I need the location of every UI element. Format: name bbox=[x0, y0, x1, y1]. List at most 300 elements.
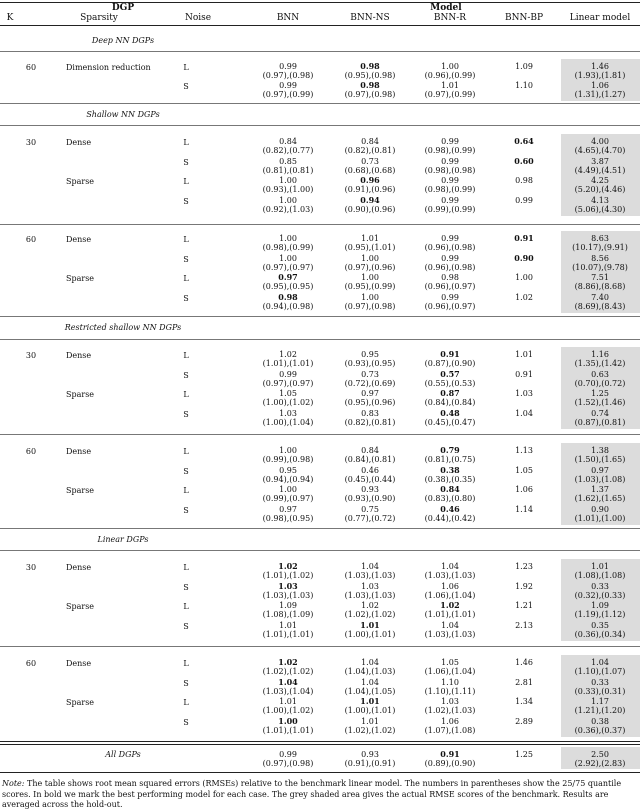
noise-label: L bbox=[183, 486, 189, 495]
bnn-value: 1.01 bbox=[279, 620, 297, 630]
ns-value: 1.00 bbox=[361, 253, 379, 263]
linear-quantiles: (0.36),(0.37) bbox=[574, 725, 626, 735]
ns-quantiles: (0.91),(0.96) bbox=[344, 185, 396, 194]
sparsity-label: Dense bbox=[66, 235, 92, 244]
header-rule bbox=[0, 25, 640, 26]
linear-value: 0.74 bbox=[591, 408, 609, 418]
bnn-value: 1.03 bbox=[279, 408, 297, 418]
bp-value: 1.09 bbox=[515, 62, 533, 71]
group-rule bbox=[0, 434, 640, 435]
linear-quantiles: (8.69),(8.43) bbox=[574, 301, 626, 311]
ns-quantiles: (0.77),(0.72) bbox=[344, 513, 396, 523]
sparsity-label: Dimension reduction bbox=[66, 63, 151, 72]
bnn-quantiles: (0.93),(1.00) bbox=[262, 185, 314, 194]
noise-label: S bbox=[183, 505, 189, 515]
noise-label: L bbox=[183, 63, 189, 72]
ns-value: 0.98 bbox=[360, 61, 380, 71]
r-value: 1.10 bbox=[441, 677, 459, 687]
linear-value: 0.97 bbox=[591, 465, 609, 475]
r-value: 0.91 bbox=[440, 349, 460, 359]
linear-value: 4.13 bbox=[591, 195, 609, 205]
ns-value: 0.96 bbox=[360, 175, 380, 185]
column-header: BNN-BP bbox=[504, 13, 544, 23]
group-rule bbox=[0, 528, 640, 529]
linear-value: 3.87 bbox=[591, 156, 609, 166]
k-value: 30 bbox=[25, 138, 37, 147]
bp-value: 1.34 bbox=[515, 697, 533, 706]
section-title: Linear DGPs bbox=[97, 535, 149, 544]
linear-value: 1.38 bbox=[591, 446, 609, 455]
linear-quantiles: (1.62),(1.65) bbox=[574, 494, 626, 503]
bp-value: 2.13 bbox=[515, 620, 533, 630]
ns-value: 0.93 bbox=[361, 485, 379, 494]
r-quantiles: (0.96),(0.97) bbox=[424, 282, 476, 291]
ns-value: 0.94 bbox=[360, 194, 380, 205]
ns-quantiles: (1.04),(1.05) bbox=[344, 686, 396, 696]
bnn-quantiles: (0.99),(0.97) bbox=[262, 494, 314, 503]
linear-value: 8.63 bbox=[591, 234, 609, 243]
r-value: 0.99 bbox=[441, 292, 459, 302]
ns-quantiles: (1.03),(1.03) bbox=[344, 571, 396, 580]
bnn-value: 0.84 bbox=[279, 137, 297, 146]
linear-quantiles: (1.21),(1.20) bbox=[574, 706, 626, 715]
noise-label: L bbox=[183, 602, 189, 611]
ns-quantiles: (0.97),(0.96) bbox=[344, 262, 396, 272]
linear-quantiles: (5.06),(4.30) bbox=[574, 204, 626, 214]
k-value: 60 bbox=[25, 659, 37, 668]
r-value: 0.57 bbox=[440, 368, 460, 379]
column-header: BNN-NS bbox=[350, 13, 390, 23]
noise-label: L bbox=[183, 235, 189, 244]
bnn-value: 1.02 bbox=[278, 561, 298, 571]
ns-quantiles: (0.82),(0.81) bbox=[344, 417, 396, 427]
bnn-value: 0.97 bbox=[278, 272, 298, 282]
linear-value: 1.16 bbox=[591, 350, 609, 359]
ns-quantiles: (1.00),(1.01) bbox=[344, 706, 396, 715]
sparsity-label: Sparse bbox=[66, 486, 95, 495]
linear-value: 2.50 bbox=[591, 750, 609, 759]
section-rule bbox=[0, 339, 640, 340]
bnn-value: 1.00 bbox=[279, 176, 297, 185]
ns-value: 1.01 bbox=[361, 716, 379, 726]
ns-value: 0.84 bbox=[361, 446, 379, 455]
bnn-value: 0.85 bbox=[279, 156, 297, 166]
bnn-quantiles: (1.01),(1.01) bbox=[262, 629, 314, 639]
bp-value: 0.91 bbox=[515, 369, 533, 379]
k-value: 60 bbox=[25, 235, 37, 244]
bp-value: 1.04 bbox=[515, 408, 533, 418]
ns-value: 1.01 bbox=[361, 234, 379, 243]
r-value: 0.38 bbox=[440, 464, 460, 475]
r-quantiles: (0.96),(0.99) bbox=[424, 71, 476, 80]
noise-label: L bbox=[183, 563, 189, 572]
ns-quantiles: (1.00),(1.01) bbox=[344, 629, 396, 639]
noise-label: S bbox=[183, 717, 189, 727]
linear-quantiles: (1.01),(1.00) bbox=[574, 513, 626, 523]
bnn-quantiles: (1.02),(1.02) bbox=[262, 667, 314, 676]
ns-quantiles: (0.84),(0.81) bbox=[344, 455, 396, 464]
r-value: 0.91 bbox=[440, 749, 460, 759]
linear-quantiles: (1.31),(1.27) bbox=[574, 90, 626, 99]
bnn-quantiles: (1.01),(1.01) bbox=[262, 359, 314, 368]
column-header: Linear model bbox=[569, 13, 631, 23]
section-rule bbox=[0, 51, 640, 52]
top-rule bbox=[0, 2, 640, 3]
bnn-value: 0.98 bbox=[278, 291, 298, 302]
bnn-value: 1.00 bbox=[279, 253, 297, 263]
ns-value: 1.04 bbox=[361, 658, 379, 667]
r-value: 0.79 bbox=[440, 445, 460, 455]
linear-value: 1.06 bbox=[591, 81, 609, 90]
bp-value: 0.64 bbox=[514, 136, 534, 146]
bnn-value: 1.03 bbox=[278, 580, 298, 591]
bp-value: 0.91 bbox=[514, 233, 534, 243]
bnn-value: 1.04 bbox=[278, 676, 298, 687]
ns-value: 1.02 bbox=[361, 601, 379, 610]
noise-label: S bbox=[183, 678, 189, 688]
r-quantiles: (0.96),(0.98) bbox=[424, 262, 476, 272]
r-quantiles: (0.81),(0.75) bbox=[424, 455, 476, 464]
bnn-quantiles: (1.00),(1.02) bbox=[262, 398, 314, 407]
bp-value: 0.98 bbox=[515, 176, 533, 185]
r-value: 0.99 bbox=[441, 137, 459, 146]
r-value: 0.99 bbox=[441, 195, 459, 205]
r-quantiles: (1.02),(1.03) bbox=[424, 706, 476, 715]
r-value: 0.87 bbox=[440, 388, 460, 398]
column-header: Sparsity bbox=[80, 13, 118, 23]
bnn-quantiles: (1.00),(1.02) bbox=[262, 706, 314, 715]
note-label: Note: bbox=[2, 779, 25, 788]
linear-quantiles: (0.87),(0.81) bbox=[574, 417, 626, 427]
noise-label: S bbox=[183, 254, 189, 264]
group-rule bbox=[0, 103, 640, 104]
bnn-value: 0.95 bbox=[279, 465, 297, 475]
r-quantiles: (0.89),(0.90) bbox=[424, 759, 476, 768]
bnn-quantiles: (1.03),(1.03) bbox=[262, 590, 314, 600]
bp-value: 1.13 bbox=[515, 446, 533, 455]
note-text: The table shows root mean squared errors (RMSEs) relative to the benchmark linear model. The numbers in parentheses show the 25/75 quantile scores. In bold we mark the best performing model for each case. The grey shaded area gives the actual RMSE scores of the benchmark. Results are averaged across the hold-out. bbox=[2, 779, 622, 809]
ns-quantiles: (1.04),(1.03) bbox=[344, 667, 396, 676]
bnn-quantiles: (1.00),(1.04) bbox=[262, 417, 314, 427]
r-value: 1.02 bbox=[440, 600, 460, 610]
ns-quantiles: (0.82),(0.81) bbox=[344, 146, 396, 155]
bnn-quantiles: (0.98),(0.95) bbox=[262, 513, 314, 523]
bnn-value: 1.09 bbox=[279, 601, 297, 610]
sparsity-label: Sparse bbox=[66, 177, 95, 186]
r-value: 0.84 bbox=[440, 484, 460, 494]
section-title: Restricted shallow NN DGPs bbox=[64, 323, 182, 332]
linear-value: 1.17 bbox=[591, 697, 609, 706]
bnn-value: 1.02 bbox=[278, 657, 298, 667]
ns-quantiles: (0.72),(0.69) bbox=[344, 378, 396, 388]
sparsity-label: Dense bbox=[66, 447, 92, 456]
linear-value: 7.51 bbox=[591, 273, 609, 282]
r-quantiles: (0.87),(0.90) bbox=[424, 359, 476, 368]
linear-value: 4.00 bbox=[591, 137, 609, 146]
linear-quantiles: (1.93),(1.81) bbox=[574, 71, 626, 80]
sparsity-label: Sparse bbox=[66, 274, 95, 283]
ns-value: 1.03 bbox=[361, 581, 379, 591]
ns-value: 1.04 bbox=[361, 562, 379, 571]
sparsity-label: Dense bbox=[66, 351, 92, 360]
ns-quantiles: (0.93),(0.95) bbox=[344, 359, 396, 368]
ns-value: 0.73 bbox=[361, 156, 379, 166]
ns-quantiles: (0.68),(0.68) bbox=[344, 165, 396, 175]
noise-label: S bbox=[183, 196, 189, 206]
bnn-value: 0.99 bbox=[279, 81, 297, 90]
noise-label: S bbox=[183, 466, 189, 476]
noise-label: S bbox=[183, 409, 189, 419]
linear-value: 1.46 bbox=[591, 62, 609, 71]
ns-value: 0.95 bbox=[361, 350, 379, 359]
linear-value: 8.56 bbox=[591, 253, 609, 263]
column-header: K bbox=[6, 13, 14, 23]
linear-quantiles: (0.70),(0.72) bbox=[574, 378, 626, 388]
linear-quantiles: (4.65),(4.70) bbox=[574, 146, 626, 155]
linear-quantiles: (1.10),(1.07) bbox=[574, 667, 626, 676]
noise-label: L bbox=[183, 177, 189, 186]
bp-value: 1.01 bbox=[515, 350, 533, 359]
noise-label: L bbox=[183, 447, 189, 456]
bnn-value: 0.97 bbox=[279, 504, 297, 514]
noise-label: S bbox=[183, 82, 189, 91]
ns-quantiles: (0.45),(0.44) bbox=[344, 474, 396, 484]
linear-quantiles: (1.52),(1.46) bbox=[574, 398, 626, 407]
linear-value: 4.25 bbox=[591, 176, 609, 185]
r-value: 0.46 bbox=[440, 503, 460, 514]
linear-quantiles: (4.49),(4.51) bbox=[574, 165, 626, 175]
section-rule bbox=[0, 125, 640, 126]
noise-label: L bbox=[183, 274, 189, 283]
bp-value: 0.60 bbox=[514, 155, 534, 166]
header-dgp: DGP bbox=[111, 3, 135, 13]
r-quantiles: (0.83),(0.80) bbox=[424, 494, 476, 503]
linear-quantiles: (0.32),(0.33) bbox=[574, 590, 626, 600]
ns-quantiles: (1.03),(1.03) bbox=[344, 590, 396, 600]
section-rule bbox=[0, 550, 640, 551]
bnn-quantiles: (0.95),(0.95) bbox=[262, 282, 314, 291]
r-value: 1.06 bbox=[441, 716, 459, 726]
bnn-quantiles: (1.03),(1.04) bbox=[262, 686, 314, 696]
noise-label: S bbox=[183, 370, 189, 380]
noise-label: L bbox=[183, 138, 189, 147]
group-rule bbox=[0, 224, 640, 225]
r-value: 1.01 bbox=[441, 81, 459, 90]
sparsity-label: Dense bbox=[66, 659, 92, 668]
sparsity-label: Sparse bbox=[66, 602, 95, 611]
r-quantiles: (1.06),(1.04) bbox=[424, 590, 476, 600]
r-quantiles: (0.96),(0.98) bbox=[424, 243, 476, 252]
section-title: Shallow NN DGPs bbox=[86, 110, 160, 119]
r-quantiles: (0.99),(0.99) bbox=[424, 204, 476, 214]
bnn-quantiles: (0.92),(1.03) bbox=[262, 204, 314, 214]
group-rule bbox=[0, 316, 640, 317]
bnn-value: 0.99 bbox=[279, 62, 297, 71]
linear-quantiles: (5.20),(4.46) bbox=[574, 185, 626, 194]
noise-label: L bbox=[183, 659, 189, 668]
r-quantiles: (0.97),(0.99) bbox=[424, 90, 476, 99]
bp-value: 1.21 bbox=[515, 601, 533, 610]
bnn-quantiles: (0.97),(0.97) bbox=[262, 262, 314, 272]
r-quantiles: (0.44),(0.42) bbox=[424, 513, 476, 523]
linear-value: 0.90 bbox=[591, 504, 609, 514]
r-quantiles: (1.03),(1.03) bbox=[424, 629, 476, 639]
k-value: 30 bbox=[25, 351, 37, 360]
ns-value: 1.00 bbox=[361, 273, 379, 282]
ns-quantiles: (0.95),(1.01) bbox=[344, 243, 396, 252]
noise-label: S bbox=[183, 582, 189, 592]
bnn-value: 1.05 bbox=[279, 389, 297, 398]
column-header: BNN-R bbox=[433, 13, 467, 23]
r-value: 1.04 bbox=[441, 562, 459, 571]
bp-value: 2.81 bbox=[515, 677, 533, 687]
linear-value: 0.63 bbox=[591, 369, 609, 379]
linear-quantiles: (1.19),(1.12) bbox=[574, 610, 626, 619]
bnn-value: 0.99 bbox=[279, 369, 297, 379]
linear-value: 0.38 bbox=[591, 716, 609, 726]
ns-value: 1.01 bbox=[360, 619, 380, 630]
linear-value: 1.37 bbox=[591, 485, 609, 494]
k-value: 30 bbox=[25, 563, 37, 572]
bnn-quantiles: (0.94),(0.98) bbox=[262, 301, 314, 311]
r-quantiles: (1.03),(1.03) bbox=[424, 571, 476, 580]
ns-value: 0.73 bbox=[361, 369, 379, 379]
ns-value: 0.97 bbox=[361, 389, 379, 398]
r-value: 1.05 bbox=[441, 658, 459, 667]
group-rule bbox=[0, 646, 640, 647]
all-dgps-label: All DGPs bbox=[105, 750, 141, 759]
section-title: Deep NN DGPs bbox=[91, 36, 155, 45]
bnn-quantiles: (0.98),(0.99) bbox=[262, 243, 314, 252]
linear-quantiles: (1.08),(1.08) bbox=[574, 571, 626, 580]
ns-quantiles: (0.95),(0.99) bbox=[344, 282, 396, 291]
header-model: Model bbox=[430, 3, 462, 13]
bp-value: 1.14 bbox=[515, 504, 533, 514]
ns-value: 1.01 bbox=[360, 696, 380, 706]
bnn-quantiles: (0.94),(0.94) bbox=[262, 474, 314, 484]
ns-quantiles: (0.95),(0.96) bbox=[344, 398, 396, 407]
bp-value: 1.23 bbox=[515, 562, 533, 571]
bp-value: 1.92 bbox=[515, 581, 533, 591]
bp-value: 1.00 bbox=[515, 273, 533, 282]
sparsity-label: Sparse bbox=[66, 390, 95, 399]
linear-quantiles: (1.03),(1.08) bbox=[574, 474, 626, 484]
r-value: 1.03 bbox=[441, 697, 459, 706]
ns-quantiles: (0.93),(0.90) bbox=[344, 494, 396, 503]
r-value: 0.98 bbox=[441, 273, 459, 282]
bnn-quantiles: (1.08),(1.09) bbox=[262, 610, 314, 619]
r-quantiles: (1.10),(1.11) bbox=[424, 686, 476, 696]
column-header: BNN bbox=[276, 13, 300, 23]
ns-quantiles: (0.90),(0.96) bbox=[344, 204, 396, 214]
sparsity-label: Dense bbox=[66, 138, 92, 147]
sparsity-label: Sparse bbox=[66, 698, 95, 707]
bp-value: 1.46 bbox=[515, 658, 533, 667]
r-quantiles: (0.38),(0.35) bbox=[424, 474, 476, 484]
r-value: 0.99 bbox=[441, 176, 459, 185]
noise-label: S bbox=[183, 293, 189, 303]
k-value: 60 bbox=[25, 447, 37, 456]
bnn-value: 1.00 bbox=[279, 485, 297, 494]
ns-value: 0.93 bbox=[361, 750, 379, 759]
linear-quantiles: (0.36),(0.34) bbox=[574, 629, 626, 639]
bnn-value: 1.00 bbox=[279, 446, 297, 455]
bp-value: 0.99 bbox=[515, 195, 533, 205]
linear-value: 0.33 bbox=[591, 677, 609, 687]
r-value: 0.48 bbox=[440, 407, 460, 418]
linear-value: 0.33 bbox=[591, 581, 609, 591]
linear-value: 1.25 bbox=[591, 389, 609, 398]
table-note bbox=[2, 779, 638, 811]
ns-quantiles: (1.02),(1.02) bbox=[344, 725, 396, 735]
ns-value: 0.75 bbox=[361, 504, 379, 514]
bnn-quantiles: (0.97),(0.98) bbox=[262, 71, 314, 80]
noise-label: L bbox=[183, 351, 189, 360]
bp-value: 1.03 bbox=[515, 389, 533, 398]
r-value: 1.04 bbox=[441, 620, 459, 630]
bnn-quantiles: (0.82),(0.77) bbox=[262, 146, 314, 155]
linear-quantiles: (2.92),(2.83) bbox=[574, 759, 626, 768]
bp-value: 1.10 bbox=[515, 81, 533, 90]
linear-value: 1.01 bbox=[591, 562, 609, 571]
r-value: 1.00 bbox=[441, 62, 459, 71]
bnn-value: 0.99 bbox=[279, 750, 297, 759]
bp-value: 1.06 bbox=[515, 485, 533, 494]
ns-value: 0.46 bbox=[361, 465, 379, 475]
bp-value: 1.02 bbox=[515, 292, 533, 302]
noise-label: L bbox=[183, 390, 189, 399]
r-quantiles: (0.55),(0.53) bbox=[424, 378, 476, 388]
linear-quantiles: (1.50),(1.65) bbox=[574, 455, 626, 464]
linear-quantiles: (10.07),(9.78) bbox=[572, 262, 628, 272]
noise-label: S bbox=[183, 621, 189, 631]
bottom-rule bbox=[0, 772, 640, 773]
bnn-quantiles: (1.01),(1.01) bbox=[262, 725, 314, 735]
r-quantiles: (1.07),(1.08) bbox=[424, 725, 476, 735]
ns-quantiles: (0.95),(0.98) bbox=[344, 71, 396, 80]
group-rule bbox=[0, 741, 640, 742]
k-value: 60 bbox=[25, 63, 37, 72]
ns-value: 0.98 bbox=[360, 80, 380, 90]
bnn-quantiles: (0.97),(0.99) bbox=[262, 90, 314, 99]
bp-value: 1.05 bbox=[515, 465, 533, 475]
linear-quantiles: (0.33),(0.31) bbox=[574, 686, 626, 696]
double-rule bbox=[0, 744, 640, 745]
r-quantiles: (0.96),(0.97) bbox=[424, 301, 476, 311]
r-quantiles: (0.45),(0.47) bbox=[424, 417, 476, 427]
bnn-value: 1.00 bbox=[278, 715, 298, 726]
bp-value: 2.89 bbox=[515, 716, 533, 726]
ns-value: 0.84 bbox=[361, 137, 379, 146]
linear-value: 1.04 bbox=[591, 658, 609, 667]
bnn-quantiles: (0.99),(0.98) bbox=[262, 455, 314, 464]
linear-value: 1.09 bbox=[591, 601, 609, 610]
linear-quantiles: (8.86),(8.68) bbox=[574, 282, 626, 291]
linear-quantiles: (10.17),(9.91) bbox=[572, 243, 628, 252]
sparsity-label: Dense bbox=[66, 563, 92, 572]
bnn-quantiles: (0.97),(0.97) bbox=[262, 378, 314, 388]
r-value: 0.99 bbox=[441, 234, 459, 243]
bnn-value: 1.02 bbox=[279, 350, 297, 359]
r-quantiles: (0.98),(0.99) bbox=[424, 185, 476, 194]
ns-value: 1.04 bbox=[361, 677, 379, 687]
bp-value: 1.25 bbox=[515, 750, 533, 759]
linear-value: 7.40 bbox=[591, 292, 609, 302]
linear-quantiles: (1.35),(1.42) bbox=[574, 359, 626, 368]
r-value: 0.99 bbox=[441, 253, 459, 263]
bp-value: 0.90 bbox=[514, 252, 534, 263]
bnn-value: 1.01 bbox=[279, 697, 297, 706]
